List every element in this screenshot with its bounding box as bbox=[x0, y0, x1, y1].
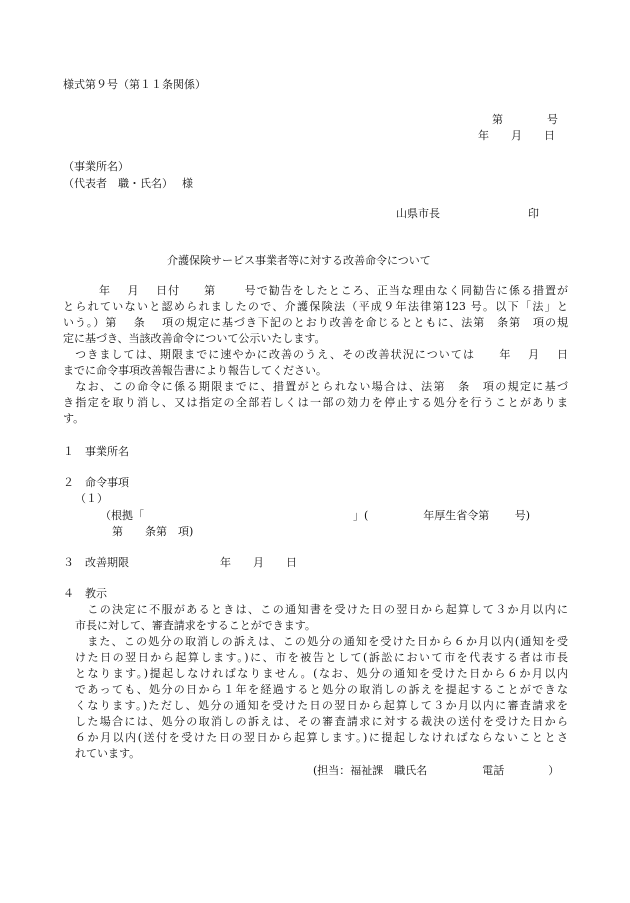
notice-p2-line1: また、この処分の取消しの訴えは、この処分の通知を受けた日から６か月以内(通知を受 bbox=[75, 635, 568, 648]
item-3-date: 年 月 日 bbox=[220, 556, 297, 569]
notice-p2-line2: けた日の翌日から起算します。)に、市を被告として(訴訟において市を代表する者は市長 bbox=[75, 651, 568, 664]
item-2-basis-cont: 第 条第 項) bbox=[112, 525, 194, 538]
issuer: 山県市長 印 bbox=[396, 207, 539, 220]
notice-p2-line3: となります。)提起しなければなりません。(なお、処分の通知を受けた日から６か月以内 bbox=[75, 667, 568, 680]
document-date: 年 月 日 bbox=[478, 129, 555, 142]
notice-p2-line5: くなります。)ただし、処分の通知を受けた日の翌日から起算して３か月以内に審査請求を bbox=[75, 699, 568, 712]
notice-p2-line4: であっても、処分の日から１年を経過すると処分の取消しの訴えを提起することができな bbox=[75, 683, 568, 696]
body-p3-line2: き指定を取り消し、又は指定の全部若しくは一部の効力を停止する処分を行うことがありま bbox=[63, 396, 568, 409]
body-p2-line1: つきましては、期限までに速やかに改善のうえ、その改善状況については 年 月 日 bbox=[63, 348, 568, 361]
document-number: 第 号 bbox=[492, 113, 558, 126]
body-p1-line1: 年 月 日付 第 号で勧告をしたところ、正当な理由なく同勧告に係る措置が bbox=[63, 284, 568, 297]
form-label: 様式第９号（第１１条関係） bbox=[63, 78, 206, 91]
body-p2-line2: までに命令事項改善報告書により報告してください。 bbox=[63, 364, 327, 377]
body-p1-line3: いう。）第 条 項の規定に基づき下記のとおり改善を命じるとともに、法第 条第 項の規 bbox=[63, 316, 568, 329]
addressee-office: （事業所名） bbox=[63, 160, 129, 173]
item-3: ３ 改善期限 bbox=[63, 556, 129, 569]
item-1: １ 事業所名 bbox=[63, 445, 129, 458]
item-4: ４ 教示 bbox=[63, 587, 107, 600]
addressee-representative: （代表者 職・氏名） 様 bbox=[63, 177, 193, 190]
item-2-basis: （根拠「 」( 年厚生省令第 号) bbox=[100, 509, 531, 522]
notice-p2-line7: ６か月以内(送付を受けた日の翌日から起算します。)に提起しなければならないこととさ bbox=[75, 731, 568, 744]
notice-p1-line2: 市長に対して、審査請求をすることができます。 bbox=[75, 619, 316, 632]
item-2-sub: （１） bbox=[75, 492, 108, 505]
item-2: ２ 命令事項 bbox=[63, 476, 129, 489]
body-p3-line3: す。 bbox=[63, 412, 85, 425]
body-p3-line1: なお、この命令に係る期限までに、措置がとられない場合は、法第 条 項の規定に基づ bbox=[63, 380, 568, 393]
contact-info: (担当：福祉課 職氏名 電話 ） bbox=[313, 764, 560, 777]
notice-p2-line8: れています。 bbox=[75, 747, 141, 760]
notice-p2-line6: した場合には、処分の取消しの訴えは、その審査請求に対する裁決の送付を受けた日から bbox=[75, 715, 568, 728]
body-p1-line4: 定に基づき、当該改善命令について公示いたします。 bbox=[63, 332, 326, 345]
body-p1-line2: とられていないと認められましたので、介護保険法（平成９年法律第123 号。以下「法」と bbox=[63, 300, 568, 313]
notice-p1-line1: この決定に不服があるときは、この通知書を受けた日の翌日から起算して３か月以内に bbox=[75, 603, 568, 616]
document-title: 介護保険サービス事業者等に対する改善命令について bbox=[167, 254, 431, 267]
